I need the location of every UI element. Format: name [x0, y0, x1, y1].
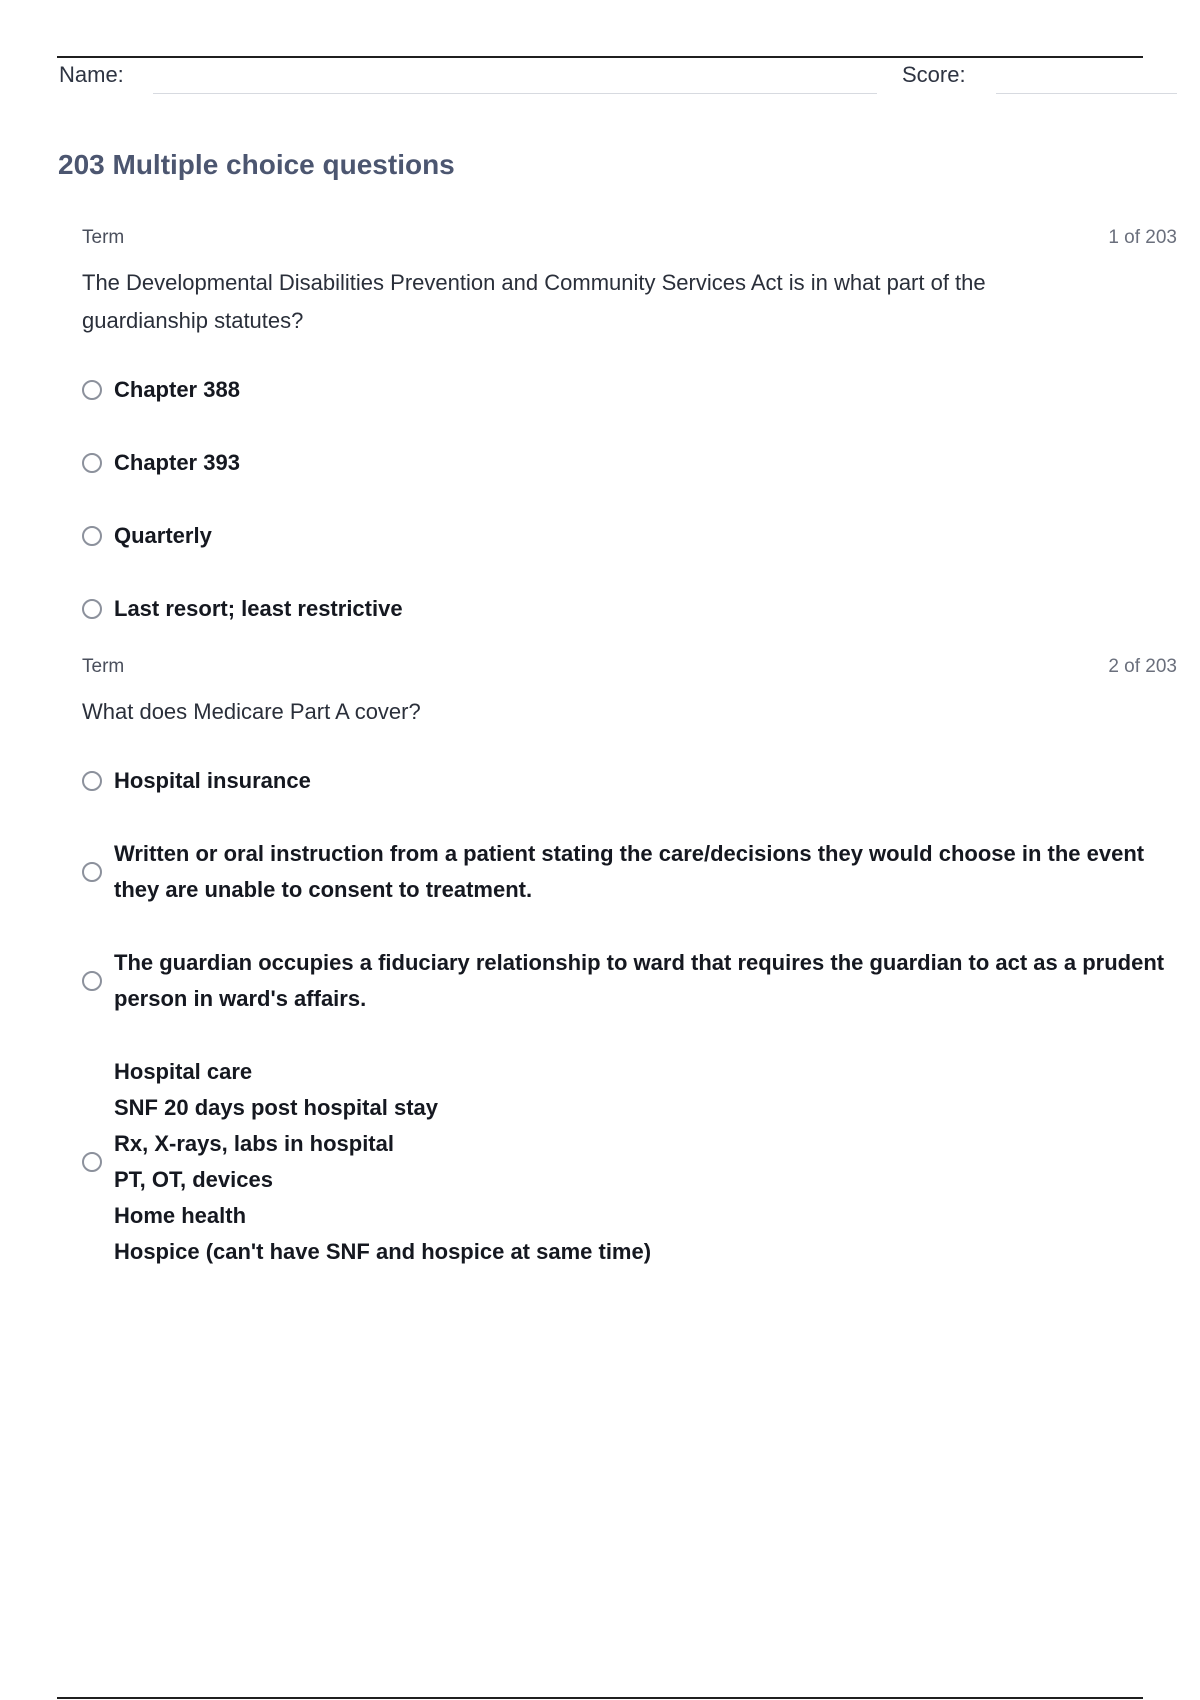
question-text: What does Medicare Part A cover? [82, 699, 421, 724]
name-input-line[interactable] [153, 93, 877, 94]
answer-option-label: Written or oral instruction from a patient stating the care/decisions they would choose in the event they are unable to consent to treatment. [114, 841, 1145, 902]
answer-option[interactable] [82, 836, 1177, 908]
answer-option-label: Last resort; least restrictive [114, 596, 403, 621]
answer-option-label: Chapter 393 [114, 450, 240, 475]
answer-option[interactable] [82, 763, 1177, 799]
question-counter: 1 of 203 [1108, 227, 1177, 248]
score-label: Score: [902, 62, 966, 87]
term-label: Term [82, 227, 125, 248]
name-label: Name: [59, 62, 124, 87]
question-counter: 2 of 203 [1108, 656, 1177, 677]
answer-option-label: Quarterly [114, 523, 212, 548]
answer-option-label: Chapter 388 [114, 377, 240, 402]
answer-option[interactable] [82, 945, 1177, 1017]
radio-button-icon[interactable] [82, 453, 102, 473]
radio-button-icon[interactable] [82, 971, 102, 991]
term-label: Term [82, 656, 125, 677]
bottom-rule [57, 1697, 1143, 1699]
answer-options [82, 372, 1177, 627]
answer-options [82, 763, 1177, 1270]
answer-option[interactable] [82, 372, 1177, 408]
answer-option[interactable] [82, 1054, 1177, 1270]
question-header [82, 226, 1177, 252]
question-card [82, 226, 1177, 627]
radio-button-icon[interactable] [82, 380, 102, 400]
radio-button-icon[interactable] [82, 771, 102, 791]
answer-option-label: The guardian occupies a fiduciary relationship to ward that requires the guardian to act as a prudent person in ward's affairs. [114, 950, 1165, 1011]
answer-option-label: Hospital insurance [114, 768, 311, 793]
radio-button-icon[interactable] [82, 526, 102, 546]
radio-button-icon[interactable] [82, 1152, 102, 1172]
score-input-line[interactable] [996, 93, 1177, 94]
question-text: The Developmental Disabilities Prevention and Community Services Act is in what part of the guardianship statutes? [82, 270, 986, 333]
answer-option[interactable] [82, 518, 1177, 554]
question-card [82, 655, 1177, 1270]
answer-option-label: Hospital care SNF 20 days post hospital stay Rx, X-rays, labs in hospital PT, OT, devices Home health Hospice (can't have SNF and hospice at same time) [114, 1059, 652, 1264]
answer-option[interactable] [82, 445, 1177, 481]
page-title: 203 Multiple choice questions [58, 149, 455, 180]
radio-button-icon[interactable] [82, 862, 102, 882]
header-row [59, 62, 1177, 98]
radio-button-icon[interactable] [82, 599, 102, 619]
question-header [82, 655, 1177, 681]
top-rule [57, 56, 1143, 58]
answer-option[interactable] [82, 591, 1177, 627]
